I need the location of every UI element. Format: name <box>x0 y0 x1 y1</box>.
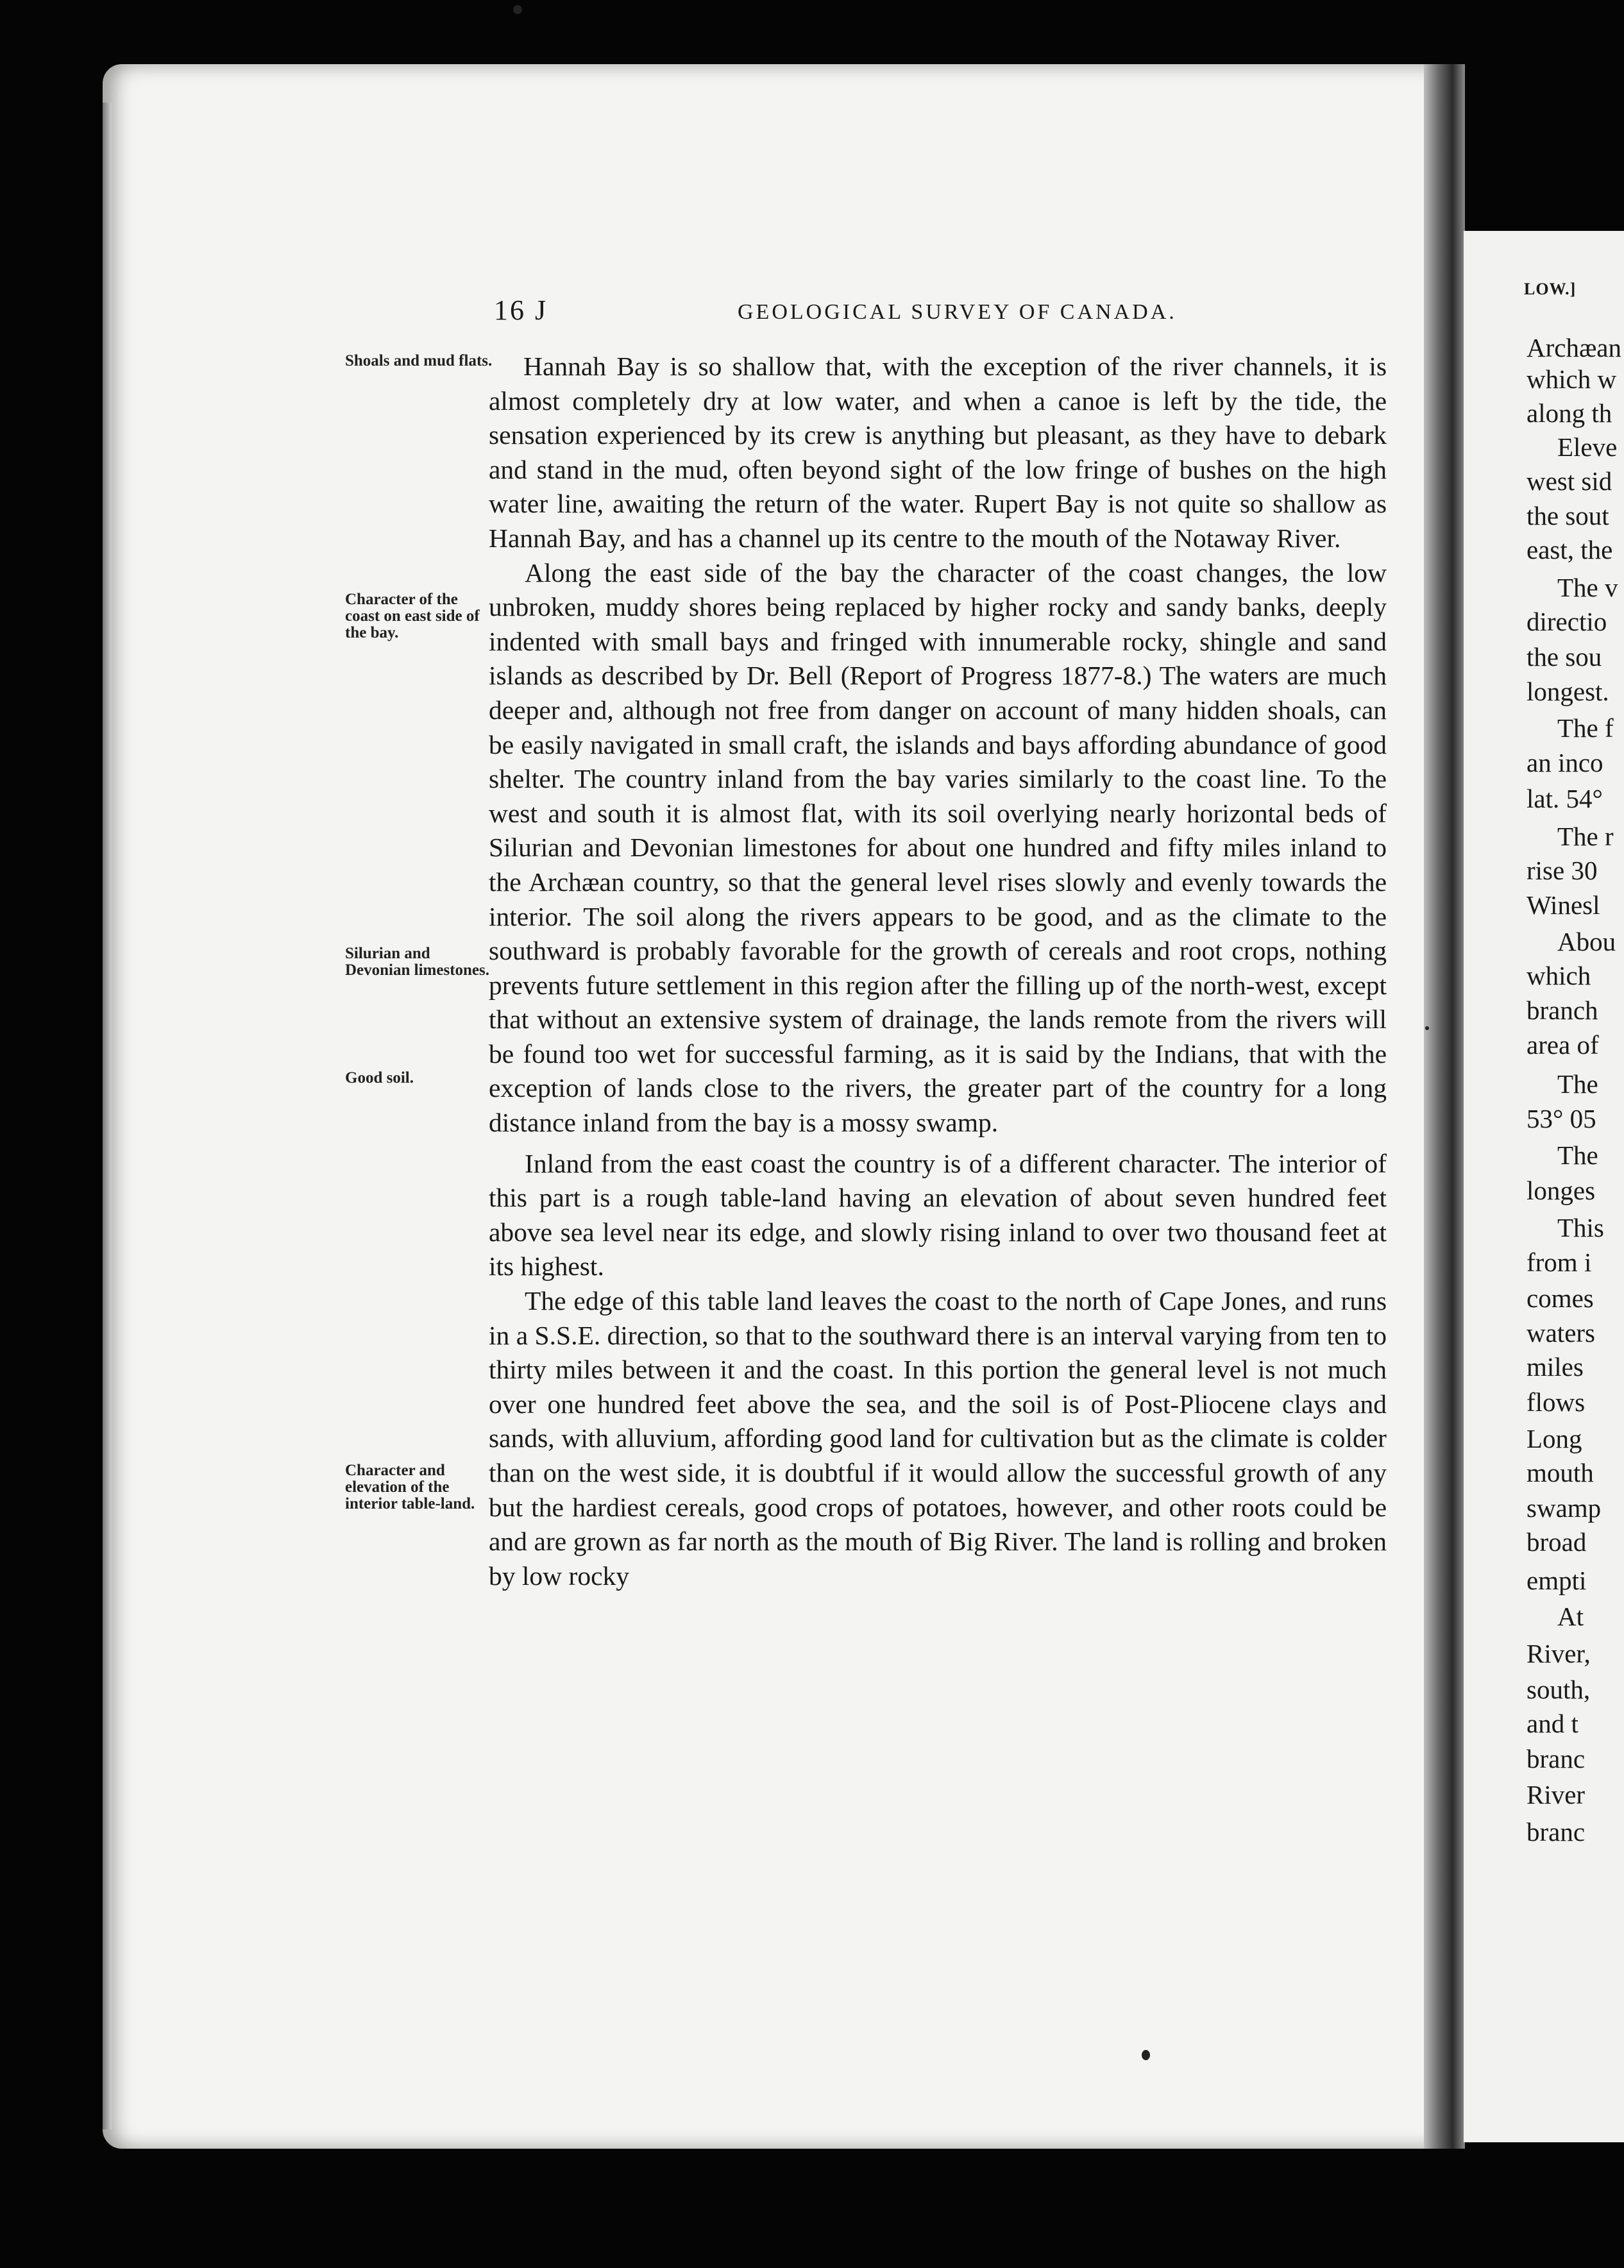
facing-page-line: The v <box>1557 573 1618 602</box>
facing-page-line: branc <box>1527 1817 1586 1847</box>
facing-page-line: River <box>1527 1780 1586 1809</box>
paragraph-interior: Inland from the east coast the country is of a different character. The interior of this part is a rough table-land having an elevation of about seven hundred feet above sea level near its edge, and slowly rising inland to over two thousand feet at its highest. <box>489 1148 1387 1282</box>
facing-page-line: waters <box>1527 1318 1596 1348</box>
paragraph-east-side: Along the east side of the bay the character of the coast changes, the low unbroken, muddy shores being replaced by higher rocky and sandy banks, deeply indented with small bays and fringed with innumerable rocky, shingle and sand islands as described by Dr. Bell (Report of Progress 1877-8.) The waters are much deeper and, although not free from danger on account of many hidden shoals, can be easily navigated in small craft, the islands and bays affording abundance of good shelter. The country inland from the bay varies similarly to the coast line. To the west and south it is almost flat, with its soil overlying nearly horizontal beds of Silurian and Devonian limestones for about one hundred and fifty miles inland to the Archæan country, so that the general level rises slowly and evenly towards the interior. The soil along the rivers appears to be good, and as the climate to the southward is probably favorable for the growth of cereals and root crops, nothing prevents future settlement in this region after the filling up of the north-west, except that without an extensive system of drainage, the lands remote from the rivers will be found too wet for successful farming, as it is said by the Indians, that with the exception of lands close to the rivers, the greater part of the country for a long distance inland from the bay is a mossy swamp. <box>489 557 1387 1138</box>
facing-page-line: directio <box>1527 607 1607 636</box>
facing-page-line: lat. 54° <box>1527 784 1603 813</box>
ink-speck <box>513 5 522 14</box>
facing-page-line: east, the <box>1527 535 1613 564</box>
facing-page-line: 53° 05 <box>1527 1104 1596 1133</box>
margin-note-limestones: Silurian and Devonian limestones. <box>345 945 489 979</box>
facing-page-line: At <box>1557 1602 1584 1631</box>
facing-page-line: branc <box>1527 1744 1586 1773</box>
facing-page-line: west sid <box>1527 466 1612 496</box>
facing-page-line: The <box>1557 1069 1598 1099</box>
facing-page-line: River, <box>1527 1639 1591 1668</box>
facing-page-line: an inco <box>1527 748 1603 777</box>
facing-page-line: The f <box>1557 713 1614 743</box>
facing-page-line: longes <box>1527 1176 1596 1205</box>
facing-page-line: Eleve <box>1557 432 1618 462</box>
facing-page-line: along th <box>1527 398 1612 428</box>
facing-page-line: The <box>1557 1140 1598 1170</box>
facing-page-line: from i <box>1527 1248 1592 1277</box>
margin-note-east-coast: Character of the coast on east side of the bay. <box>345 591 480 641</box>
paragraph-table-land-edge: The edge of this table land leaves the coast to the north of Cape Jones, and runs in a S.S.E. direction, so that to the southward there is an interval varying from ten to thirty miles between it and the coast. In this portion the general level is not much over one hundred feet above the sea, and the soil is of Post-Pliocene clays and sands, with alluvium, affording good land for cultivation but as the climate is colder than on the west side, it is doubtful if it would allow the successful growth of any but the hardiest cereals, good crops of potatoes, however, and other roots could be and are grown as far north as the mouth of Big River. The land is rolling and broken by low rocky <box>489 1286 1387 1591</box>
facing-page-line: and t <box>1527 1709 1578 1738</box>
facing-page-line: This <box>1557 1213 1604 1242</box>
facing-page-line: Winesl <box>1527 890 1600 920</box>
facing-page-line: broad <box>1527 1527 1587 1557</box>
running-title: GEOLOGICAL SURVEY OF CANADA. <box>738 300 1177 324</box>
facing-page-line: comes <box>1527 1283 1594 1313</box>
margin-note-good-soil: Good soil. <box>345 1069 414 1087</box>
facing-page-line: Long <box>1527 1424 1582 1453</box>
facing-page-line: the sou <box>1527 642 1602 672</box>
book-gutter <box>1424 64 1465 2149</box>
body-text <box>489 350 1387 1593</box>
facing-page-line: Abou <box>1557 927 1616 956</box>
ink-speck <box>1425 1026 1429 1030</box>
facing-page-line: Archæan <box>1527 333 1622 362</box>
facing-page-line: The r <box>1557 822 1614 851</box>
margin-note-shoals: Shoals and mud flats. <box>345 352 493 369</box>
facing-page-line: which <box>1527 961 1591 990</box>
facing-page-line: mouth <box>1527 1458 1594 1487</box>
page-number: 16 J <box>494 294 548 326</box>
margin-note-table-land: Character and elevation of the interior table-land. <box>345 1462 475 1512</box>
facing-page-line: rise 30 <box>1527 856 1598 885</box>
facing-page-line: which w <box>1527 364 1617 394</box>
facing-page-line: area of <box>1527 1030 1599 1060</box>
facing-running-head: LOW.] <box>1524 280 1577 298</box>
facing-page-line: miles <box>1527 1352 1584 1382</box>
facing-page-line: empti <box>1527 1566 1587 1595</box>
facing-page-line: swamp <box>1527 1493 1602 1523</box>
facing-page-line: south, <box>1527 1675 1591 1704</box>
facing-page-line: longest. <box>1527 677 1609 706</box>
paragraph-hannah-bay: Hannah Bay is so shallow that, with the exception of the river channels, it is almost completely dry at low water, and when a canoe is left by the tide, the sensation experienced by its crew is anything but pleasant, as they have to debark and stand in the mud, often beyond sight of the low fringe of bushes on the high water line, awaiting the return of the water. Rupert Bay is not quite so shallow as Hannah Bay, and has a channel up its centre to the mouth of the Notaway River. <box>489 351 1387 553</box>
facing-page-line: the sout <box>1527 501 1609 530</box>
facing-page-line: flows <box>1527 1387 1586 1417</box>
facing-page-line: branch <box>1527 995 1598 1025</box>
ink-speck <box>1142 2050 1150 2060</box>
